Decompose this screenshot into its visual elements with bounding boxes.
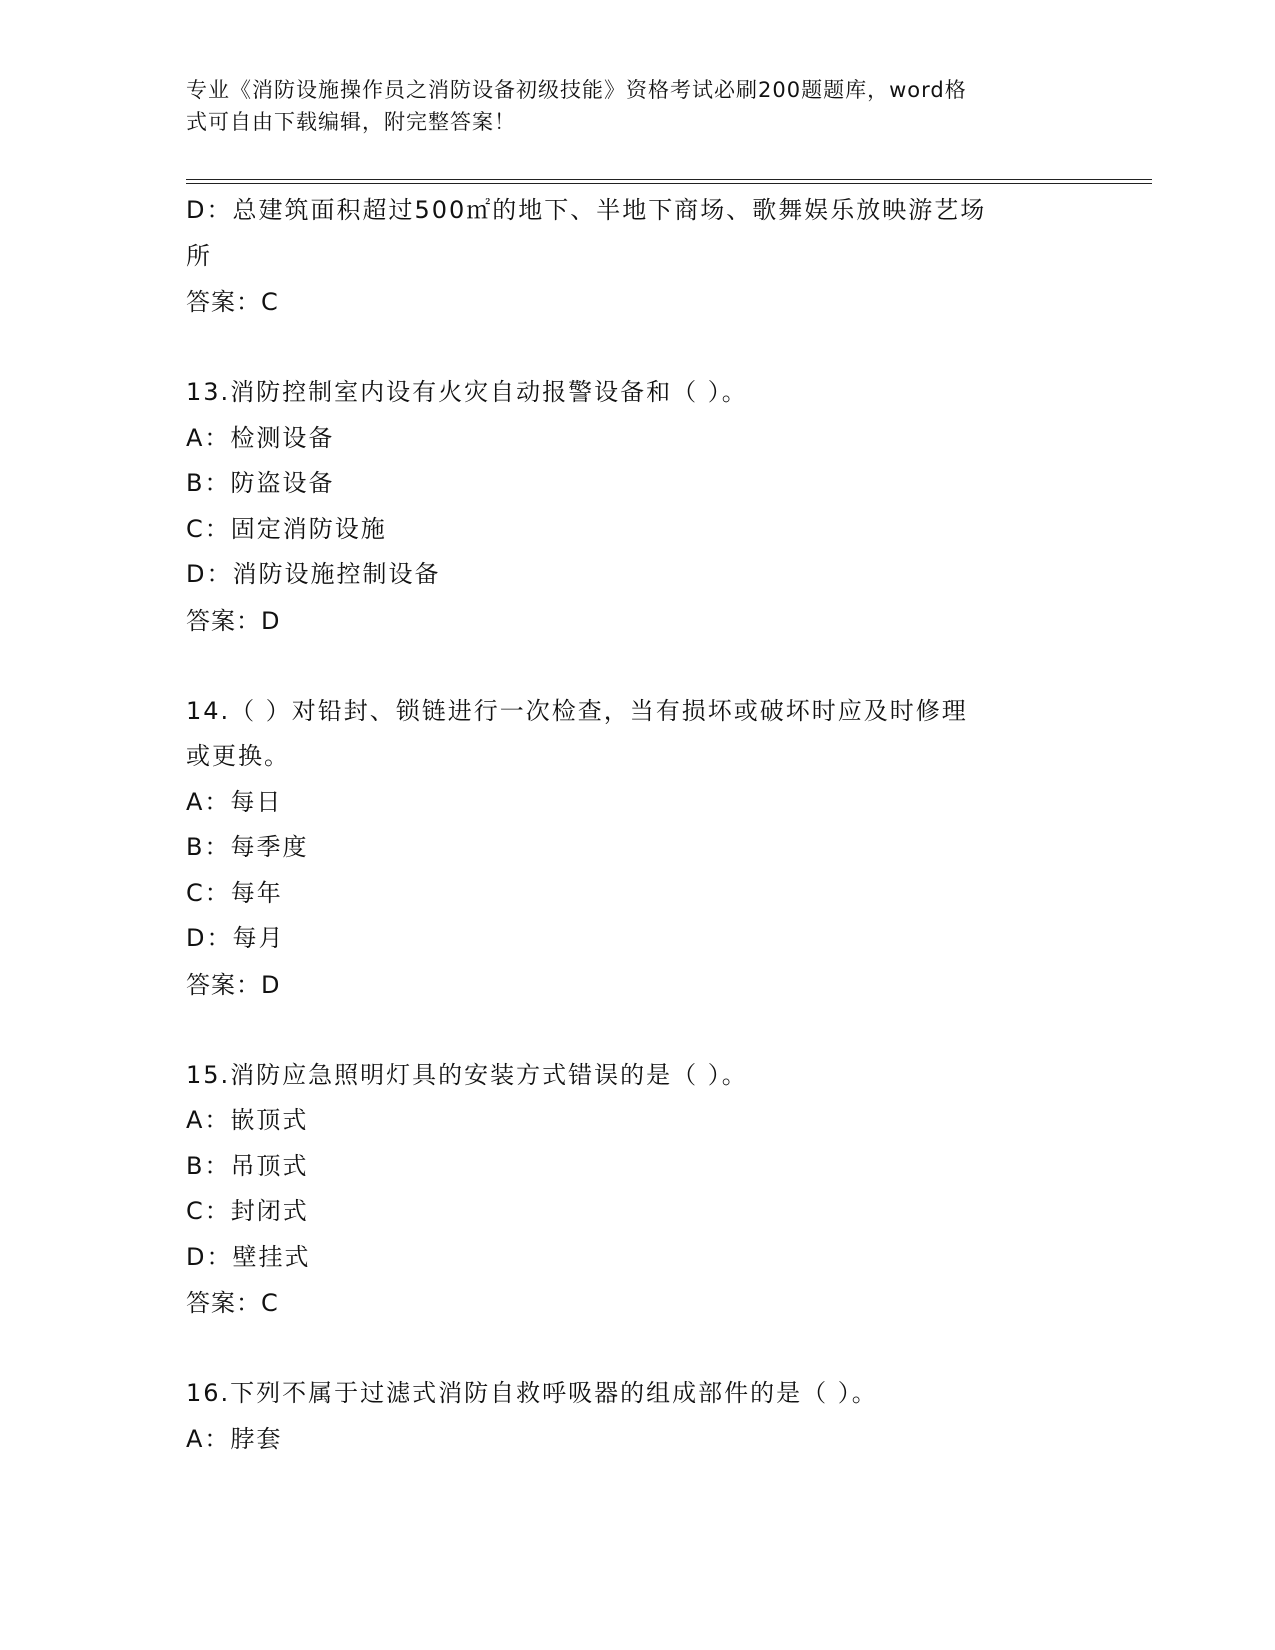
spacer: [186, 644, 1086, 689]
option-c: C：每年: [186, 878, 283, 907]
question-13-block: [186, 370, 1086, 644]
option-a: A：嵌顶式: [186, 1106, 309, 1134]
question-text: 16.下列不属于过滤式消防自救呼吸器的组成部件的是（ ）。: [186, 1379, 878, 1407]
option-b: B：防盗设备: [186, 469, 335, 497]
question-text-line-1: 14.（ ）对铅封、锁链进行一次检查，当有损坏或破坏时应及时修理: [186, 696, 968, 725]
header-line-2: 式可自由下载编辑，附完整答案！: [186, 110, 516, 134]
option-a: A：脖套: [186, 1424, 283, 1453]
header-divider-bottom: [186, 183, 1152, 184]
option-b: B：每季度: [186, 833, 309, 861]
question-15-block: [186, 1053, 1086, 1327]
question-text: 15.消防应急照明灯具的安装方式错误的是（ ）。: [186, 1060, 748, 1089]
header-divider-top: [186, 179, 1152, 180]
question-16-block: [186, 1371, 1086, 1462]
option-b: B：吊顶式: [186, 1151, 309, 1180]
question-text-line-2: 或更换。: [186, 742, 290, 770]
option-d: D：壁挂式: [186, 1242, 311, 1271]
header-line-1: 专业《消防设施操作员之消防设备初级技能》资格考试必刷200题题库，word格: [186, 78, 967, 102]
option-c: C：固定消防设施: [186, 514, 387, 543]
option-d-line-1: D：总建筑面积超过500㎡的地下、半地下商场、歌舞娱乐放映游艺场: [186, 196, 987, 224]
answer: 答案：D: [186, 606, 281, 635]
option-a: A：检测设备: [186, 423, 335, 452]
option-c: C：封闭式: [186, 1197, 309, 1225]
spacer: [186, 1008, 1086, 1053]
question-12-block: [186, 188, 1086, 325]
option-d: D：消防设施控制设备: [186, 560, 441, 588]
answer: 答案：C: [186, 1289, 279, 1317]
question-14-block: [186, 689, 1086, 1008]
spacer: [186, 1326, 1086, 1371]
option-d-line-2: 所: [186, 241, 212, 270]
answer: 答案：C: [186, 288, 279, 316]
spacer: [186, 325, 1086, 370]
option-a: A：每日: [186, 787, 283, 816]
document-header: [186, 74, 1066, 138]
question-text: 13.消防控制室内设有火灾自动报警设备和（ ）。: [186, 378, 748, 406]
question-list: [186, 188, 1086, 1462]
option-d: D：每月: [186, 924, 285, 952]
answer: 答案：D: [186, 970, 281, 999]
